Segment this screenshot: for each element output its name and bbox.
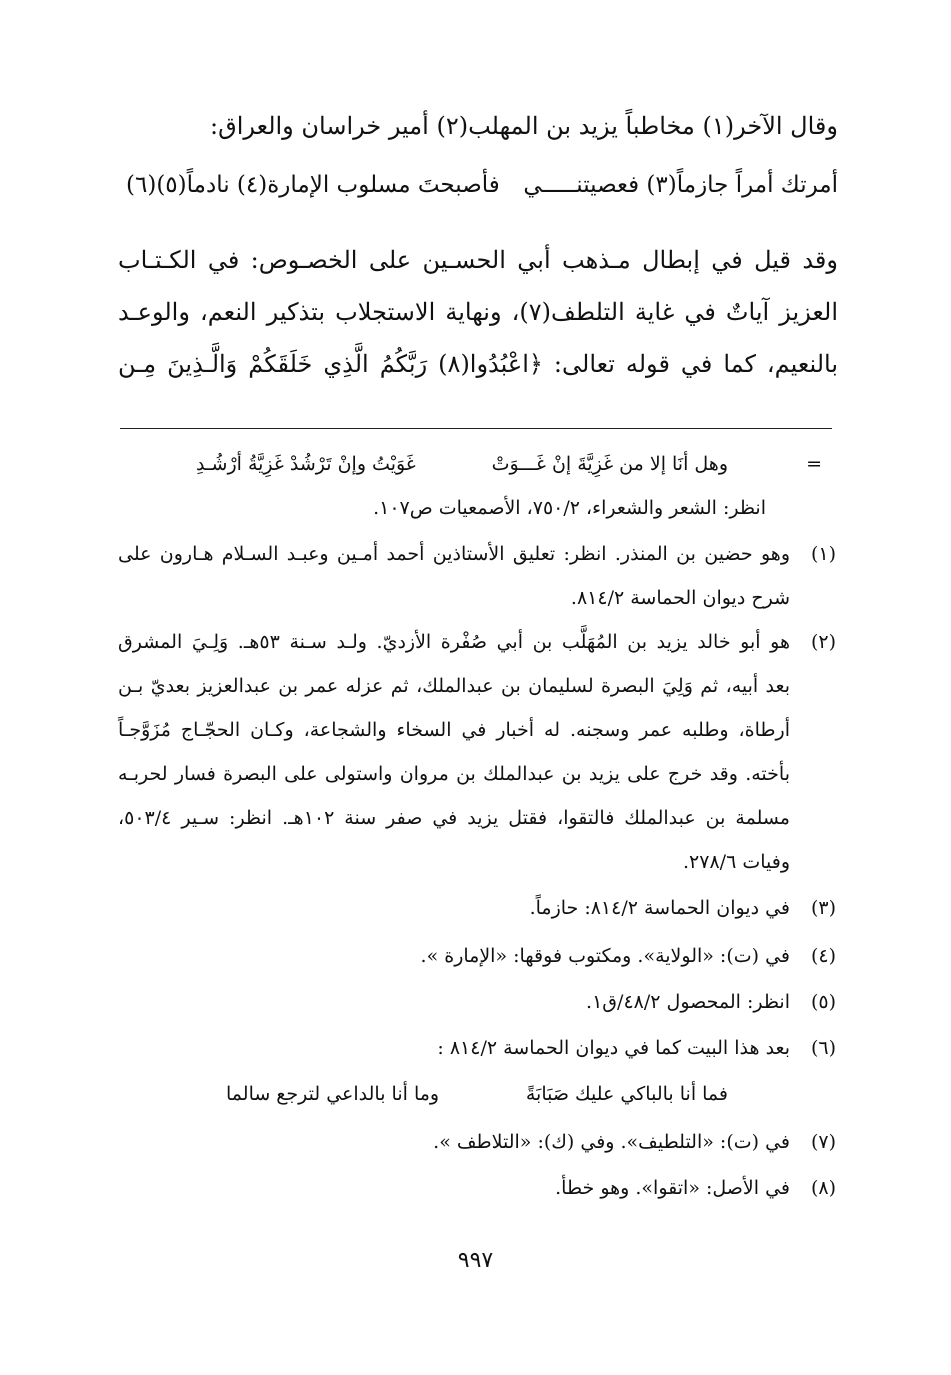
- footnote-4-number: (٤): [810, 945, 836, 967]
- continuation-mark: =: [806, 453, 822, 475]
- footnote-5-text: انظر: المحصول ٤٨/٢/ق١.: [586, 991, 790, 1013]
- footnote-8-text: في الأصل: «اتقوا». وهو خطأ.: [555, 1177, 790, 1199]
- footnote-1-line-1: وهو حضين بن المنذر. انظر: تعليق الأستاذين أحمد أمـين وعبـد السـلام هـارون على: [118, 543, 790, 565]
- footnote-3-number: (٣): [810, 897, 836, 919]
- footnote-2-line-1: هو أبو خالد يزيد بن المُهَلَّب بن أبي صُفْرة الأزديّ. ولـد سـنة ٥٣هـ. وَلِـيَ المشرق: [118, 631, 790, 653]
- footnote-1-number: (١): [810, 543, 836, 565]
- main-line-3: العزيز آياتٌ في غاية التلطف(٧)، ونهاية الاستجلاب بتذكير النعم، والوعـد: [118, 298, 838, 326]
- footnote-6-verse-right: فما أنا بالباكي عليك صَبَابَةً: [525, 1083, 728, 1105]
- page-number: ٩٩٧: [457, 1248, 494, 1273]
- verse-1-left-hemistich: فأصبحتَ مسلوب الإمارة(٤) نادماً(٥)(٦): [126, 172, 500, 198]
- continuation-verse-left: غَوَيْتُ وإنْ تَرْشُدْ غَزِيَّةُ أرْشُـدِ: [196, 453, 416, 475]
- footnote-7-text: في (ت): «التلطيف». وفي (ك): «التلاطف ».: [433, 1131, 790, 1153]
- main-line-1: وقال الآخر(١) مخاطباً يزيد بن المهلب(٢) أمير خراسان والعراق:: [210, 112, 838, 140]
- footnote-6-verse-left: وما أنا بالداعي لترجع سالما: [226, 1083, 440, 1105]
- continuation-verse-right: وهل أنَا إلا من غَزِيَّةَ إنْ غَـــوَتْ: [491, 453, 728, 475]
- footnote-8-number: (٨): [810, 1177, 836, 1199]
- continuation-reference: انظر: الشعر والشعراء، ٧٥٠/٢، الأصمعيات ص١٠٧.: [373, 497, 766, 519]
- footnote-6-text: بعد هذا البيت كما في ديوان الحماسة ٨١٤/٢ :: [437, 1037, 790, 1059]
- footnote-2-line-6: وفيات ٢٧٨/٦.: [683, 851, 790, 873]
- footnote-1-line-2: شرح ديوان الحماسة ٨١٤/٢.: [570, 587, 790, 609]
- footnote-3-text: في ديوان الحماسة ٨١٤/٢: حازماً.: [529, 897, 790, 919]
- footnote-4-text: في (ت): «الولاية». ومكتوب فوقها: «الإمارة ».: [420, 945, 790, 967]
- footnote-6-number: (٦): [810, 1037, 836, 1059]
- main-line-4: بالنعيم، كما في قوله تعالى: ﴿اعْبُدُوا(٨) رَبَّكُمُ الَّذِي خَلَقَكُمْ وَالَّـذِينَ مِـن: [118, 350, 839, 378]
- footnote-2-line-3: أرطاة، وطلبه عمر وسجنه. له أخبار في السخاء والشجاعة، وكـان الحجّـاج مُزَوَّجـاً: [118, 719, 790, 741]
- footnote-2-line-2: بعد أبيه، ثم وَلِيَ البصرة لسليمان بن عبدالملك، ثم عزله عمر بن عبدالعزيز بعديّ بـن: [118, 675, 790, 697]
- footnote-2-line-4: بأخته. وقد خرج على يزيد بن عبدالملك بن مروان واستولى على البصرة فسار لحربـه: [118, 763, 790, 785]
- footnote-separator: [120, 428, 832, 429]
- main-line-2: وقد قيل في إبطال مـذهب أبي الحسـين على الخصـوص: في الكـتـاب: [118, 246, 838, 274]
- verse-1-right-hemistich: أمرتك أمراً جازماً(٣) فعصيتنـــــي: [523, 172, 838, 198]
- footnote-2-number: (٢): [810, 631, 836, 653]
- footnote-5-number: (٥): [810, 991, 836, 1013]
- footnote-7-number: (٧): [810, 1131, 836, 1153]
- footnote-2-line-5: مسلمة بن عبدالملك فالتقوا، فقتل يزيد في صفر سنة ١٠٢هـ. انظر: سـير ٥٠٣/٤،: [118, 807, 790, 829]
